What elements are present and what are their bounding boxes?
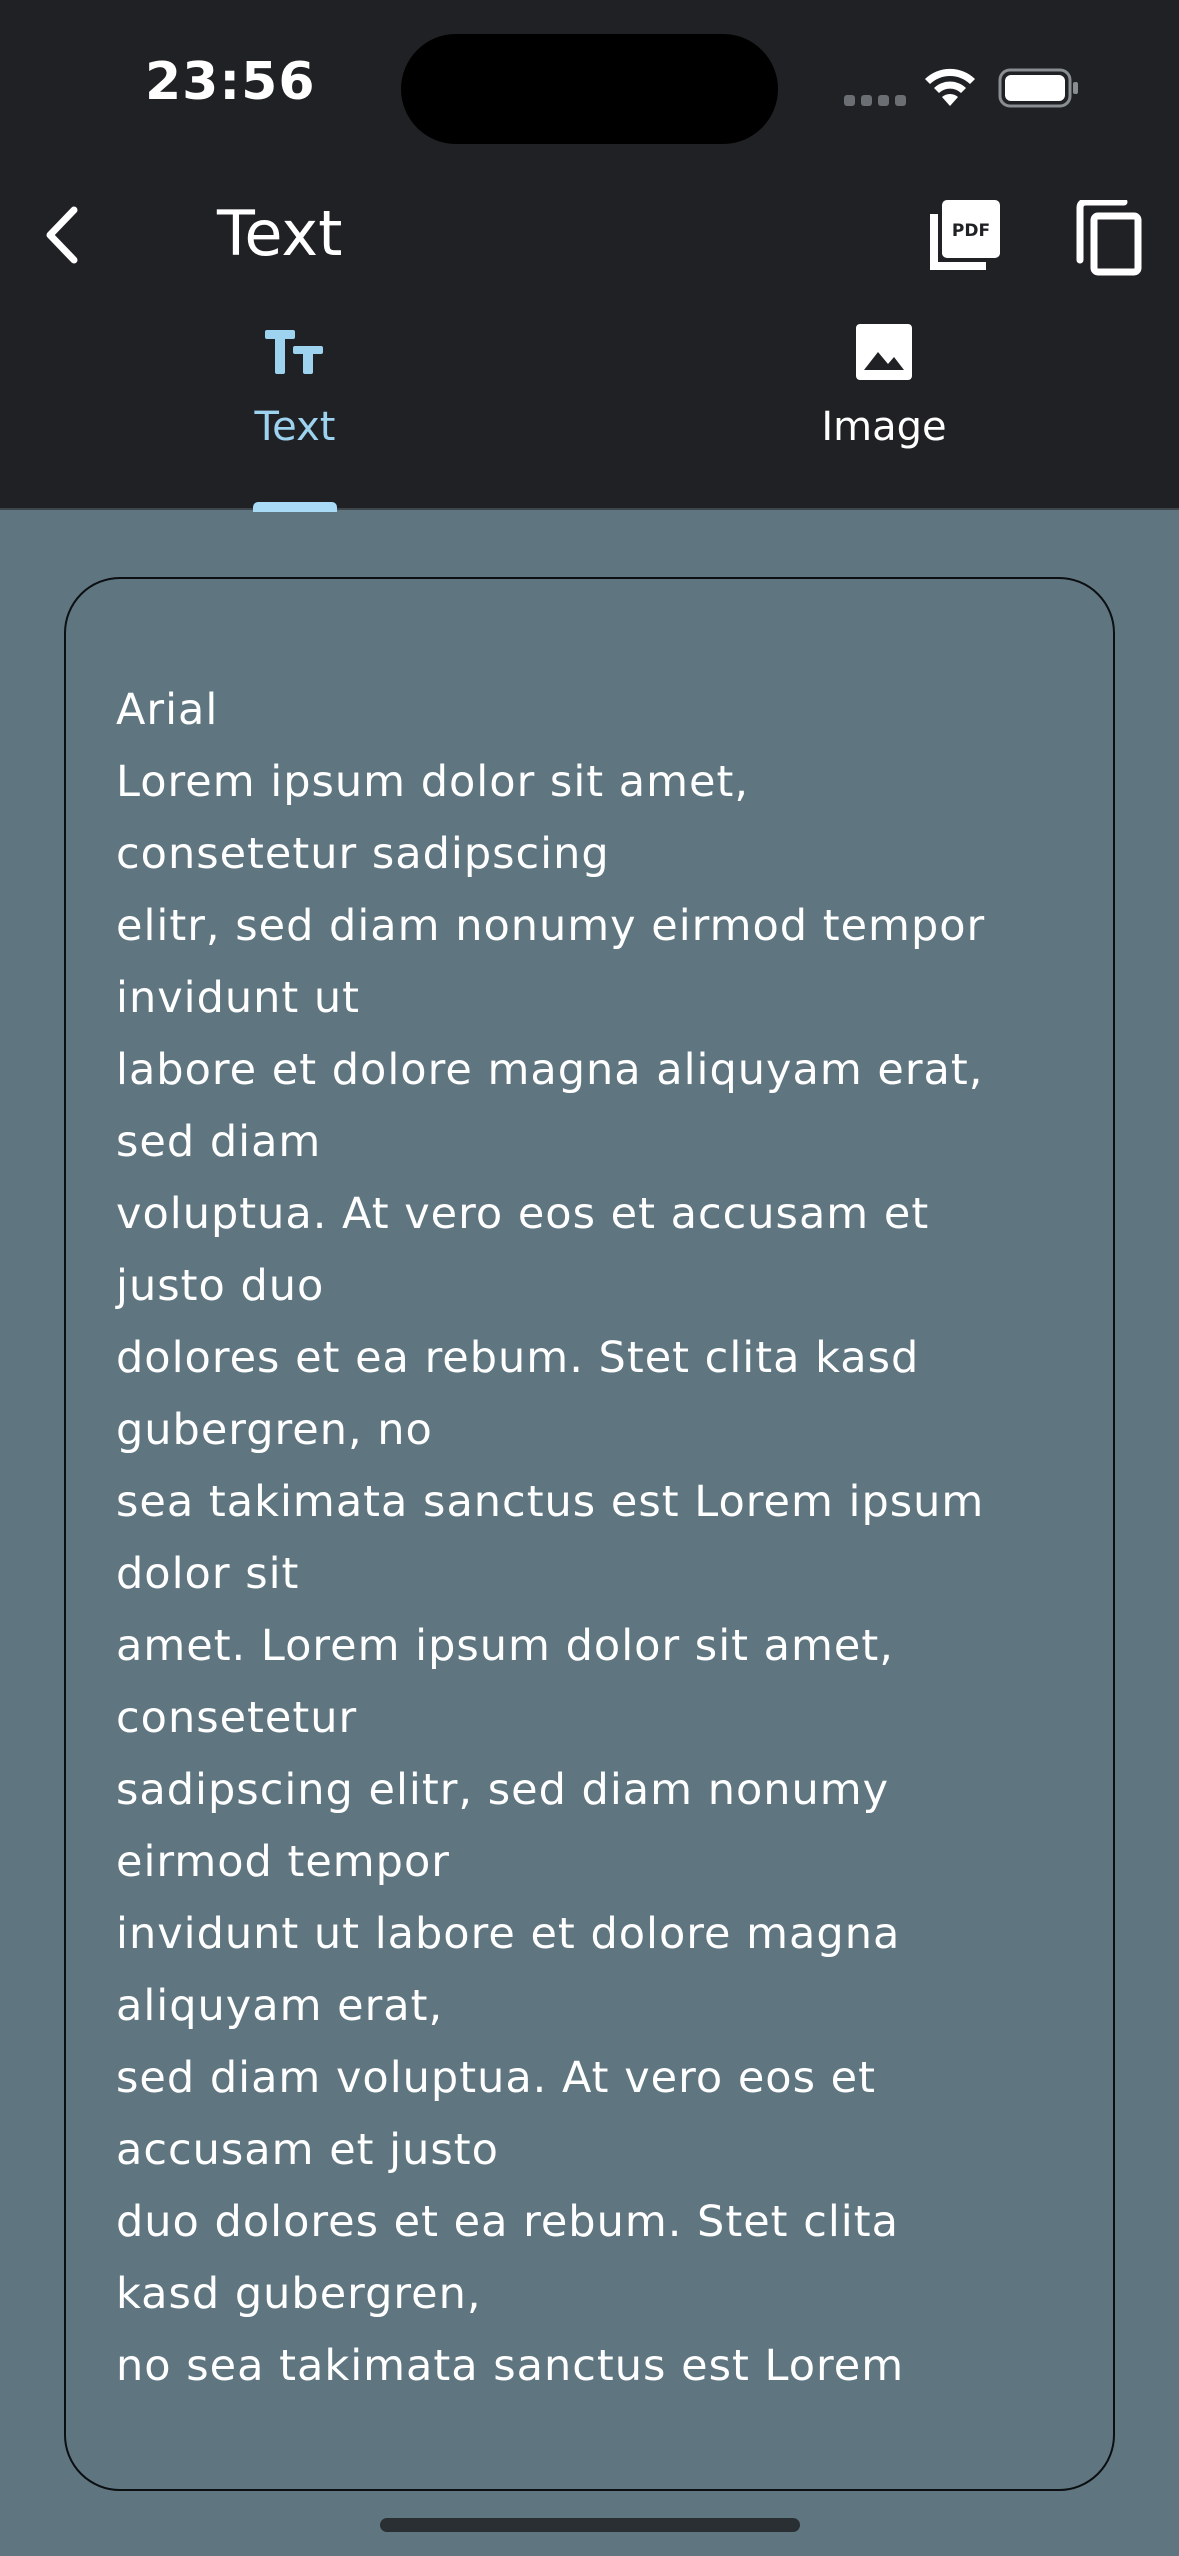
pdf-icon[interactable]	[930, 200, 1000, 270]
status-time: 23:56	[145, 52, 316, 112]
home-indicator[interactable]	[380, 2518, 800, 2532]
tab-text-label: Text	[254, 404, 336, 450]
wifi-icon	[922, 66, 978, 110]
selected-tab-indicator	[253, 502, 337, 512]
recognized-text[interactable]: Arial Lorem ipsum dolor sit amet, consetetur sadipscing elitr, sed diam nonumy eirmod tempor invidunt ut labore et dolore magna aliquyam erat, sed diam voluptua. At vero eos et accusam et justo duo dolores et ea rebum. Stet clita kasd gubergren, no sea takimata sanctus est Lorem ipsum dolor sit amet. Lorem ipsum dolor sit amet, consetetur sadipscing elitr, sed diam nonumy eirmod tempor invidunt ut labore et dolore magna aliquyam erat, sed diam voluptua. At vero eos et accusam et justo duo dolores et ea rebum. Stet clita kasd gubergren, no sea takimata sanctus est Lorem	[116, 685, 986, 2391]
text-card[interactable]	[64, 577, 1115, 2491]
dynamic-island	[401, 34, 778, 144]
top-bar	[0, 0, 1179, 510]
app-header	[0, 180, 1179, 290]
cellular-signal-icon	[844, 95, 906, 107]
text-format-icon	[263, 320, 327, 384]
battery-icon	[998, 68, 1080, 108]
tab-image-label: Image	[821, 404, 947, 450]
back-button[interactable]	[30, 200, 100, 270]
image-icon	[852, 320, 916, 384]
svg-text:PDF: PDF	[951, 221, 991, 241]
tab-text[interactable]	[195, 320, 395, 510]
tab-image[interactable]	[784, 320, 984, 510]
copy-icon[interactable]	[1072, 200, 1142, 276]
page-title: Text	[217, 197, 343, 270]
